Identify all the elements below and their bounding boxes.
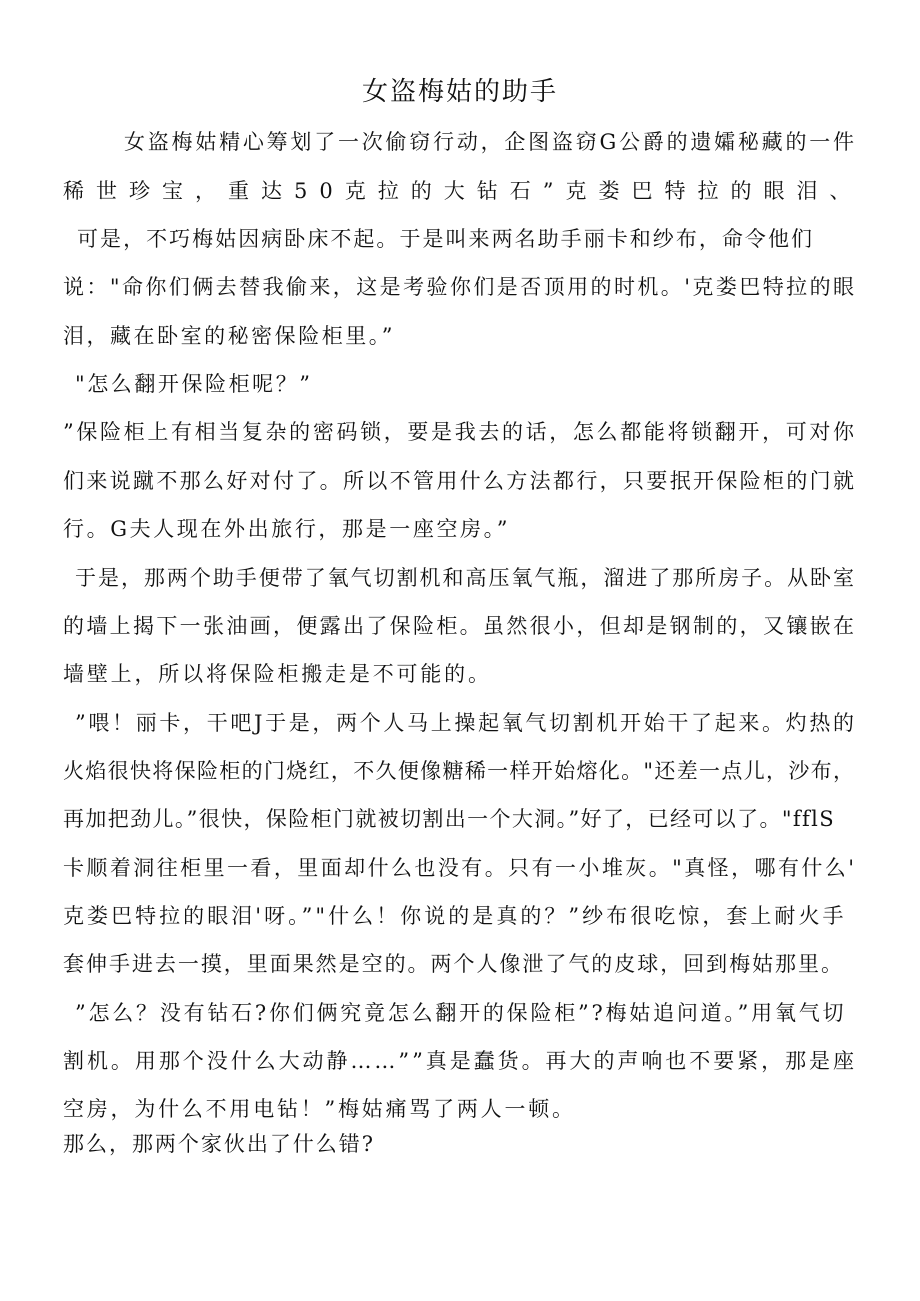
text-line: 们来说蹴不那么好对付了。所以不管用什么方法都行，只要抿开保险柜的门就 — [63, 469, 857, 493]
text-line: 卡顺着洞往柜里一看，里面却什么也没有。只有一小堆灰。"真怪，哪有什么' — [63, 856, 857, 880]
text-line: 可是，不巧梅姑因病卧床不起。于是叫来两名助手丽卡和纱布，命令他们 — [77, 227, 815, 251]
text-line: 说："命你们俩去替我偷来，这是考验你们是否顶用的时机。'克娄巴特拉的眼 — [63, 275, 857, 299]
text-line: ”保险柜上有相当复杂的密码锁，要是我去的话，怎么都能将锁翻开，可对你 — [63, 420, 857, 444]
text-line: 再加把劲儿。”很快，保险柜门就被切割出一个大洞。”好了，已经可以了。"fflS — [63, 807, 835, 831]
text-line: ”怎么？没有钻石?你们俩究竟怎么翻开的保险柜”?梅姑追问道。”用氧气切 — [75, 1001, 847, 1025]
text-line: 行。G夫人现在外出旅行，那是一座空房。” — [63, 517, 511, 541]
text-line: 泪，藏在卧室的秘密保险柜里。” — [63, 324, 396, 348]
text-line: 于是，那两个助手便带了氧气切割机和高压氧气瓶，溜进了那所房子。从卧室 — [75, 566, 856, 590]
text-line: 克娄巴特拉的眼泪'呀。”"什么！你说的是真的？”纱布很吃惊，套上耐火手 — [63, 904, 847, 928]
text-line: 的墙上揭下一张油画，便露出了保险柜。虽然很小，但却是钢制的，又镶嵌在 — [63, 614, 857, 638]
text-line: 那么，那两个家伙出了什么错? — [63, 1132, 375, 1156]
text-line: ”喂！丽卡，干吧J于是，两个人马上操起氧气切割机开始干了起来。灼热的 — [75, 711, 857, 735]
text-line: 火焰很快将保险柜的门烧红，不久便像糖稀一样开始熔化。"还差一点儿，沙布， — [63, 759, 856, 783]
text-line: 稀世珍宝，重达50克拉的大钻石”克娄巴特拉的眼泪、 — [63, 179, 863, 203]
text-line: "怎么翻开保险柜呢？” — [75, 372, 313, 396]
text-line: 割机。用那个没什么大动静……””真是蠢货。再大的声响也不要紧，那是座 — [63, 1049, 857, 1073]
document-title: 女盗梅姑的助手 — [361, 77, 558, 107]
text-line: 墙壁上，所以将保险柜搬走是不可能的。 — [63, 662, 492, 686]
text-line: 空房，为什么不用电钻！”梅姑痛骂了两人一顿。 — [63, 1097, 576, 1121]
text-line: 女盗梅姑精心筹划了一次偷窃行动，企图盗窃G公爵的遗孀秘藏的一件 — [124, 130, 857, 154]
text-line: 套伸手进去一摸，里面果然是空的。两个人像泄了气的皮球，回到梅姑那里。 — [63, 952, 844, 976]
